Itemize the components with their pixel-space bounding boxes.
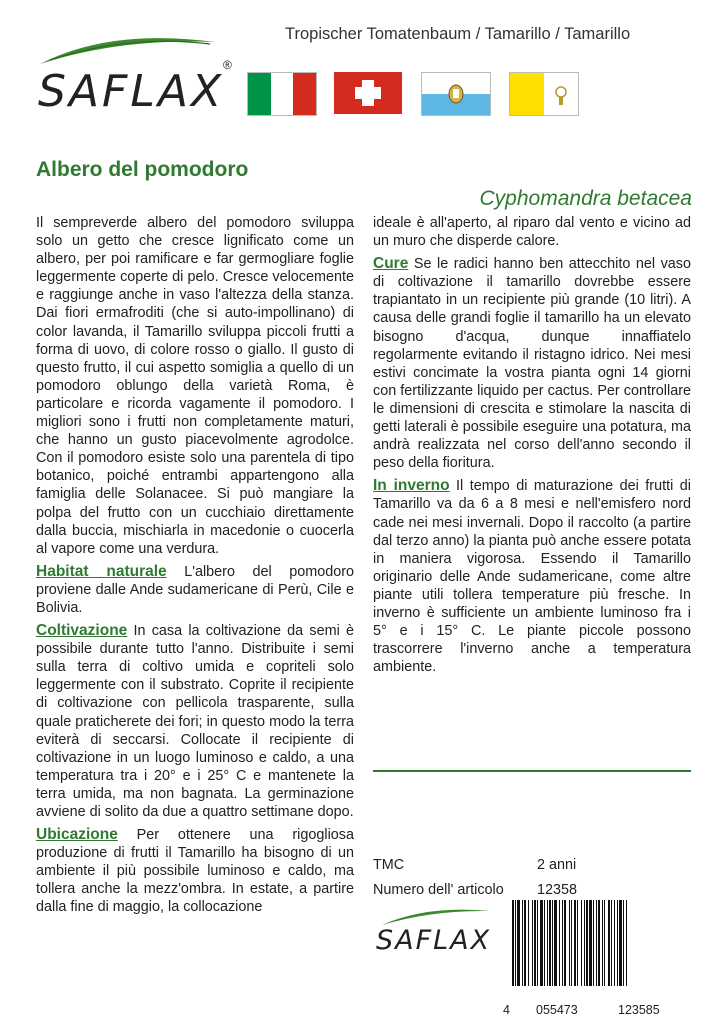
barcode-bars xyxy=(512,900,690,986)
tmc-label: TMC xyxy=(373,857,405,873)
vatican-flag xyxy=(509,72,579,116)
article-number-value: 12358 xyxy=(537,882,578,898)
leaf-swoosh-icon xyxy=(372,905,502,927)
habitat-paragraph xyxy=(36,563,354,617)
logo-wordmark-small: SAFLAX xyxy=(376,925,492,956)
tmc-value: 2 anni xyxy=(537,857,577,873)
intro-paragraph: Il sempreverde albero del pomodoro sviluppa solo un getto che cresce lignificato come un albero, per poi ramificare e far germogliare foglie leggermente coperte di pelo. Cresce velocemente e raggiunge anche in vaso l'altezza della stanza. Dai fiori ermafroditi (che si auto-impollinano) di color lavanda, il Tamarillo sviluppa piccoli frutti a forma di uovo, di colore rosso o giallo. Il gusto di questo frutto, il cui aspetto somiglia a quello di un pomodoro oblungo della varietà Roma, è particolare e ricorda vagamente il pomodoro. I migliori sono i frutti non completamente maturi, che hanno un gusto piacevolmente agrodolce. Con il pomodoro esiste solo una parentela di tipo botanico, poiché entrambi appartengono alla famiglia delle Solanacee. Si può mangiare la polpa del frutto con un cucchiaio direttamente dalla buccia, mischiarla in macedonie o cuocerla al vapore come una verdura. xyxy=(36,215,354,557)
product-header-title: Tropischer Tomatenbaum / Tamarillo / Tamarillo xyxy=(285,25,631,43)
ubicazione-continuation: ideale è all'aperto, al riparo dal vento e vicino ad un muro che disperde calore. xyxy=(373,215,691,250)
coltivazione-paragraph xyxy=(36,622,354,821)
inverno-paragraph xyxy=(373,477,691,676)
habitat-heading: Habitat naturale xyxy=(36,562,167,580)
text-column-left xyxy=(36,214,354,922)
cure-heading: Cure xyxy=(373,255,409,273)
italian-title: Albero del pomodoro xyxy=(36,158,249,181)
text-column-right xyxy=(373,214,691,681)
latin-title: Cyphomandra betacea xyxy=(479,187,692,210)
coltivazione-text: In casa la coltivazione da semi è possibile durante tutto l'anno. Distribuite i semi sulla terra di coltivo umida e copriteli solo leggermente con il substrato. Coprite il recipiente di coltivazione con pellicola trasparente, sulla quale praticherete dei fori; in questo modo la terra eviterà di seccarsi. Collocate il recipiente di coltivazione in un luogo luminoso e caldo, a una temperatura tra i 20° e i 25° C e mantenete la terra umida, ma non bagnata. La germinazione avviene di solito da due a quattro settimane dopo. xyxy=(36,623,354,820)
logo-wordmark: SAFLAX xyxy=(38,66,225,117)
ubicazione-paragraph xyxy=(36,826,354,916)
san-marino-flag xyxy=(421,72,491,116)
ubicazione-text: Per ottenere una rigogliosa produzione di frutti il Tamarillo ha bisogno di un ambiente il più possibile luminoso e caldo, ma tollera anche la mezz'ombra. In estate, a partire dalla fine di maggio, la collocazione xyxy=(36,827,354,916)
inverno-text: Il tempo di maturazione dei frutti di Tamarillo va da 6 a 8 mesi e nell'emisfero nord cade nei mesi invernali. Dopo il raccolto (a partire dal terzo anno) la pianta può anche essere potata in maniera vigorosa. Essendo il Tamarillo originario delle Ande sudamericane, come altre piante utili tollera temperature più fresche. In inverno è sufficiente un ambiente luminoso fra i 5° e i 15° C. Le piante piccole possono trascorrere l'inverno anche a temperatura ambiente. xyxy=(373,478,691,676)
italy-flag xyxy=(247,72,317,116)
section-divider xyxy=(373,770,691,772)
ubicazione-heading: Ubicazione xyxy=(36,826,118,844)
barcode xyxy=(512,900,690,1000)
coltivazione-heading: Coltivazione xyxy=(36,622,128,640)
cure-text: Se le radici hanno ben attecchito nel vaso di coltivazione il tamarillo dovrebbe essere trapiantato in un recipiente più grande (10 litri). A causa delle grandi foglie il tamarillo ha un elevato bisogno d'acqua, dunque innaffiatelo regolarmente evitando il ristagno idrico. Nei mesi estivi concimate la vostra pianta ogni 14 giorni con fertilizzante liquido per cactus. Per controllare le dimensioni di crescita e stimolare la nascita di getti laterali è possibile eseguire una potatura, ma andrà realizzata nel corso dell'anno secondo il peso della fioritura. xyxy=(373,256,691,472)
article-number-label: Numero dell' articolo xyxy=(373,882,504,898)
leaf-swoosh-icon xyxy=(30,30,245,70)
habitat-text: L'albero del pomodoro proviene dalle Ande sudamericane di Perù, Cile e Bolivia. xyxy=(36,563,354,616)
saflax-logo xyxy=(30,30,245,120)
saflax-logo-small xyxy=(372,905,502,967)
cure-paragraph xyxy=(373,255,691,472)
registered-mark: ® xyxy=(223,58,232,72)
switzerland-flag xyxy=(334,72,402,114)
barcode-digit-first: 4 xyxy=(503,1003,510,1017)
barcode-digits-right: 123585 xyxy=(618,1003,660,1017)
inverno-heading: In inverno xyxy=(373,477,450,495)
barcode-digits-left: 055473 xyxy=(536,1003,578,1017)
